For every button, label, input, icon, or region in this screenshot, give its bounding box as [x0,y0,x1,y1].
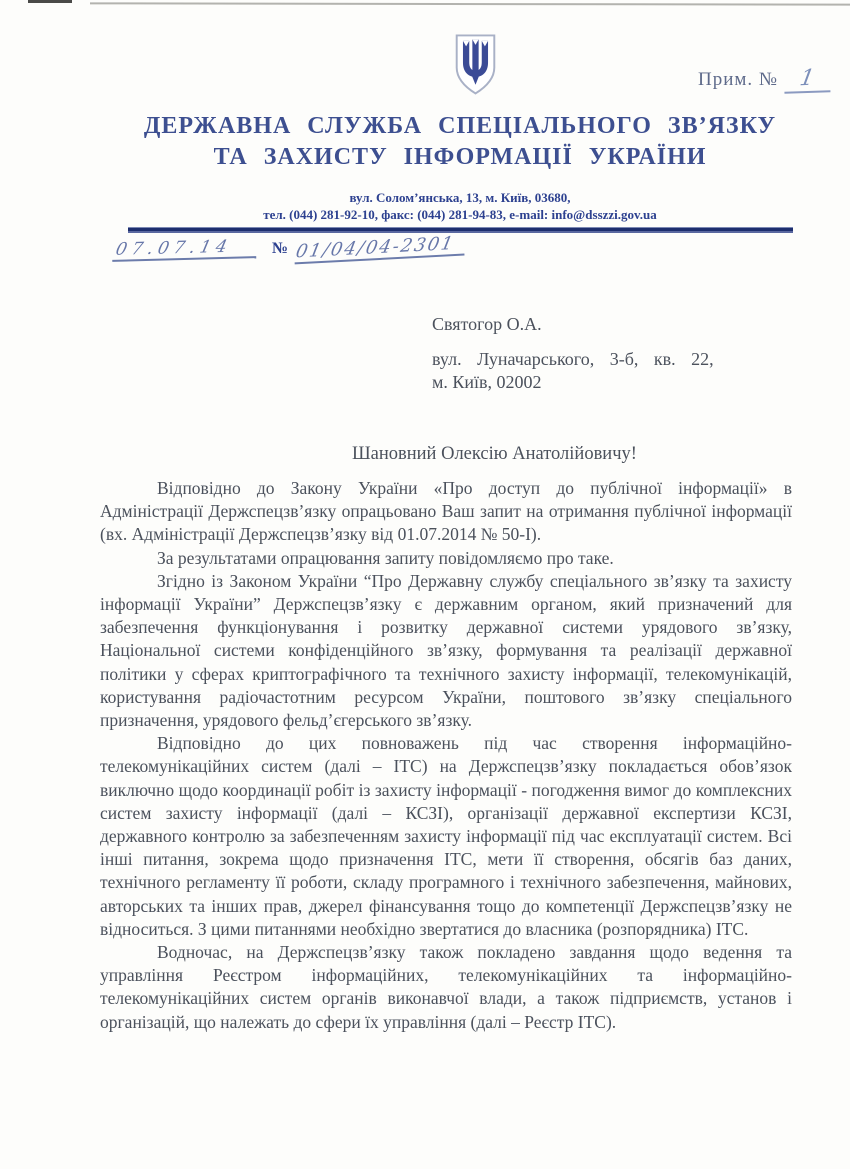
reference-date-underline [112,236,257,262]
body-paragraph-5: Водночас, на Держспецзв’язку також покладено завдання щодо ведення та управління Реєстром інформаційних, телекомунікаційних та інформаційно-телекомунікаційних систем органів виконавчої влади, а також підприємств, установ і організацій, що належать до сфери їх управління (далі – Реєстр ІТС). [100,942,792,1032]
recipient-name: Святогор О.А. [432,314,542,334]
copy-number-handwritten: 1 [797,65,817,92]
org-name-line1: ДЕРЖАВНА СЛУЖБА СПЕЦІАЛЬНОГО ЗВ’ЯЗКУ [143,113,777,139]
ukraine-trident-emblem [452,33,499,104]
org-name-line2: ТА ЗАХИСТУ ІНФОРМАЦІЇ УКРАЇНИ [213,144,707,170]
body-paragraph-4: Відповідно до цих повноважень під час створення інформаційно-телекомунікаційних систем (далі – ІТС) на Держспецзв’язку покладається обов’язок виключно щодо координації робіт із захисту інформації - погодження вимог до комплексних систем захисту інформації (далі – КСЗІ), організації державної експертизи КСЗІ, державного контролю за забезпеченням захисту інформації під час експлуатації систем. Всі інші питання, зокрема щодо призначення ІТС, мети її створення, обсягів баз даних, технічного регламенту її роботи, складу програмного і технічного забезпечення, майнових, авторських та інших прав, джерел фінансування тощо до компетенції Держспецзв’язку не відноситься. З цими питаннями необхідно звертатися до власника (розпорядника) ІТС. [100,733,792,939]
recipient-address-line1: вул. Луначарського, 3-б, кв. 22, [432,349,714,369]
copy-note [698,66,830,93]
reference-number-label: № [272,240,289,257]
body-paragraph-1: Відповідно до Закону України «Про доступ до публічної інформації» в Адміністрації Держспецзв’язку опрацьовано Ваш запит на отримання публічної інформації (вх. Адміністрації Держспецзв’язку від 01.07.2014 № 50-І). [100,478,792,545]
letter-body [100,477,792,1034]
org-address-line: вул. Солом’янська, 13, м. Київ, 03680, [349,190,571,205]
scan-artifact-gray-line [90,2,850,5]
reference-date-handwritten: 07.07.14 [113,236,234,260]
org-contact-line: тел. (044) 281-92-10, факс: (044) 281-94-83, e-mail: info@dsszzi.gov.ua [263,207,657,222]
scan-artifact-dark-line [28,0,72,3]
org-contact [70,189,850,223]
body-paragraph-2: За результатами опрацювання запиту повідомляємо про таке. [157,547,614,568]
salutation: Шановний Олексію Анатолійовичу! [352,444,637,464]
copy-number-underline [784,65,831,94]
copy-note-label: Прим. № [698,69,779,90]
reference-line [112,232,464,263]
reference-number-handwritten: 01/04/04-2301 [294,232,457,263]
trident-icon [452,33,499,99]
recipient-address-line2: м. Київ, 02002 [432,372,542,392]
org-name [70,111,850,173]
reference-number-underline [294,233,465,265]
recipient-block [432,314,820,393]
body-paragraph-3: Згідно із Законом України “Про Державну службу спеціального зв’язку та захисту інформації України” Держспецзв’язку є державним органом, який призначений для забезпечення функціонування і розвитку державної системи урядового зв’язку, Національної системи конфіденційного зв’язку, формування та реалізації державної політики у сферах криптографічного та технічного захисту інформації, телекомунікацій, користування радіочастотним ресурсом України, поштового зв’язку спеціального призначення, урядового фельд’єгерського зв’язку. [100,570,792,731]
